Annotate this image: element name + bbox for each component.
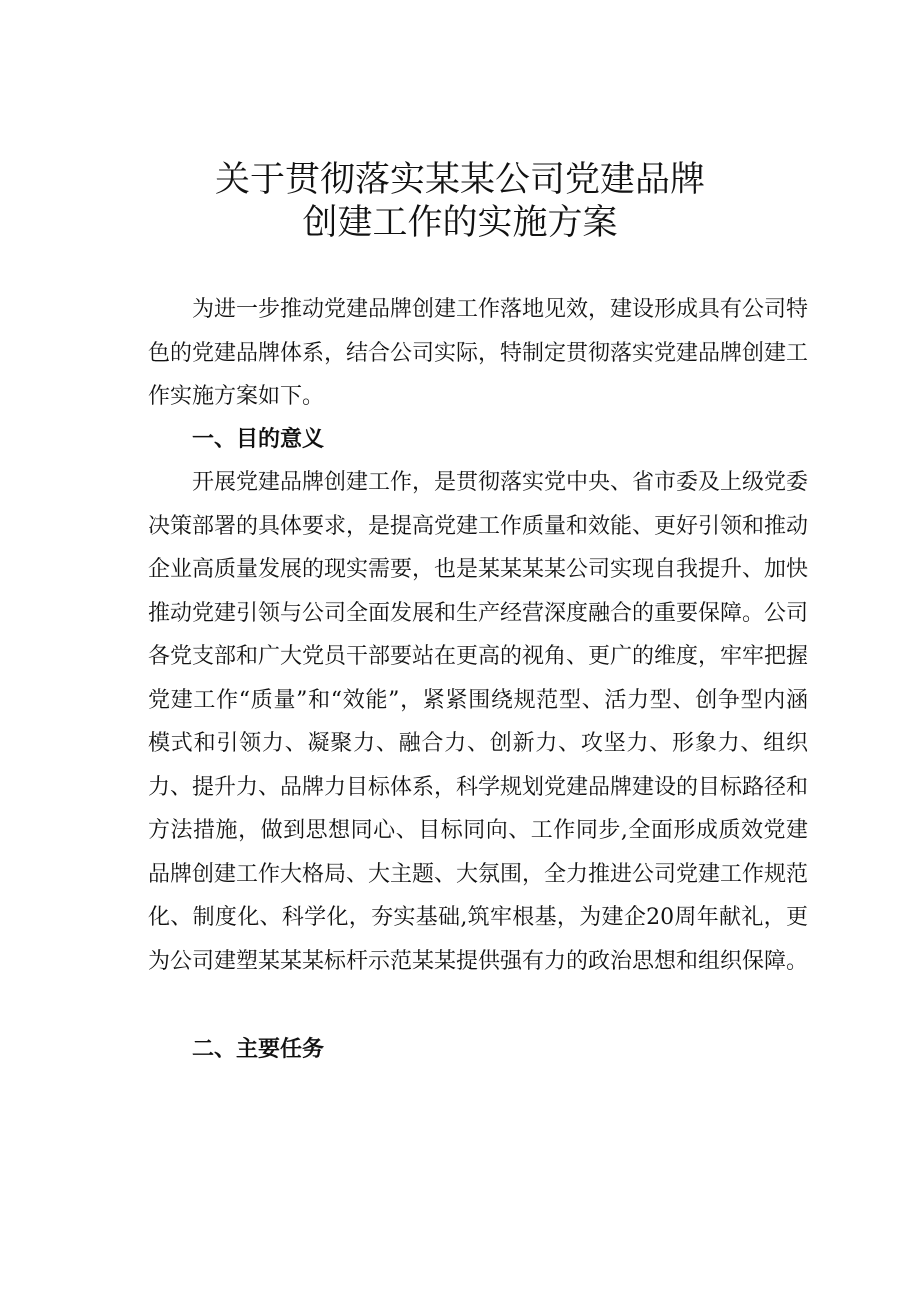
section-purpose-paragraph: 开展党建品牌创建工作，是贯彻落实党中央、省市委及上级党委决策部署的具体要求，是提高党建工作质量和效能、更好引领和推动企业高质量发展的现实需要，也是某某某某公司实现自我提升、加快推动党建引领与公司全面发展和生产经营深度融合的重要保障。公司各党支部和广大党员干部要站在更高的视角、更广的维度，牢牢把握党建工作“质量”和“效能”，紧紧围绕规范型、活力型、创争型内涵模式和引领力、凝聚力、融合力、创新力、攻坚力、形象力、组织力、提升力、品牌力目标体系，科学规划党建品牌建设的目标路径和方法措施，做到思想同心、目标同向、工作同步,全面形成质效党建品牌创建工作大格局、大主题、大氛围，全力推进公司党建工作规范化、制度化、科学化，夯实基础,筑牢根基，为建企20周年献礼，更为公司建塑某某某标杆示范某某提供强有力的政治思想和组织保障。 bbox=[148, 470, 809, 974]
section-heading-purpose: 一、目的意义 bbox=[192, 427, 325, 452]
document-title-line-2: 创建工作的实施方案 bbox=[302, 203, 618, 243]
section-purpose-body-block bbox=[148, 461, 808, 983]
intro-paragraph: 为进一步推动党建品牌创建工作落地见效，建设形成具有公司特色的党建品牌体系，结合公司实际，特制定贯彻落实党建品牌创建工作实施方案如下。 bbox=[148, 297, 809, 409]
intro-paragraph-block bbox=[148, 288, 808, 419]
section-heading-main-tasks: 二、主要任务 bbox=[192, 1037, 325, 1062]
document-title-line-1: 关于贯彻落实某某公司党建品牌 bbox=[214, 160, 705, 200]
